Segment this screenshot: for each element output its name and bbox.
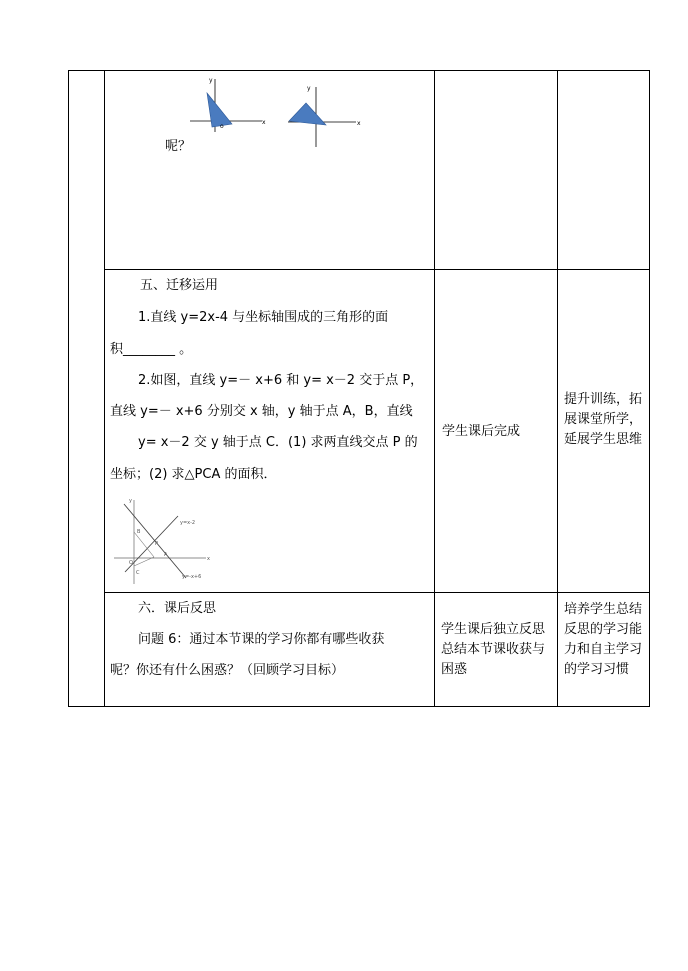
axis-x-label: x: [357, 120, 361, 127]
line-label-y-x-2: y=x-2: [180, 520, 196, 526]
question-1-line-1: 1.直线 y=2x-4 与坐标轴围成的三角形的面: [138, 310, 389, 325]
reflection-line-2: 呢？你还有什么困惑？（回顾学习目标）: [110, 663, 345, 678]
intersection-graph: [110, 496, 210, 586]
row-divider-1: [104, 269, 650, 270]
question-2-line-4: 坐标；(2) 求△PCA 的面积．: [110, 467, 277, 482]
point-p-label: P: [155, 541, 159, 547]
row-divider-2: [104, 592, 650, 593]
triangle-figure-a: [190, 76, 270, 134]
reflection-line-1: 问题 6：通过本节课的学习你都有哪些收获: [138, 632, 385, 647]
row3-design-purpose: 培养学生总结反思的学习能力和自主学习的学习习惯: [564, 602, 643, 677]
question-end-text: 呢？: [165, 139, 192, 154]
table-border-top: [68, 70, 650, 71]
axis-x-label: x: [262, 119, 266, 126]
axis-x-label: x: [207, 556, 210, 562]
triangle-figure-b: [286, 84, 366, 148]
axis-y-label: y: [129, 498, 132, 504]
origin-label: O: [129, 560, 133, 566]
origin-label: o: [220, 123, 224, 130]
section-five-heading: 五、迁移运用: [140, 278, 219, 293]
point-c-label: C: [136, 570, 140, 576]
axis-y-label: y: [307, 85, 311, 92]
point-b-label: B: [137, 529, 141, 535]
col-divider-0: [68, 70, 69, 707]
table-border-right: [649, 70, 650, 707]
col-divider-3: [557, 70, 558, 707]
col-divider-2: [434, 70, 435, 707]
axis-y-label: y: [209, 77, 213, 84]
question-2-line-1: 2.如图，直线 y=－ x+6 和 y= x－2 交于点 P，: [138, 373, 424, 388]
row2-design-purpose: 提升训练，拓展课堂所学，延展学生思维: [564, 392, 643, 447]
point-a-label: A: [164, 552, 168, 558]
row3-student-activity: 学生课后独立反思总结本节课收获与困惑: [441, 622, 546, 677]
section-six-heading: 六．课后反思: [138, 601, 217, 616]
col-divider-1: [104, 70, 105, 707]
table-border-bottom: [68, 706, 650, 707]
question-2-line-2: 直线 y=－ x+6 分别交 x 轴，y 轴于点 A，B，直线: [110, 404, 413, 419]
line-label-y-neg-x-6: y=-x+6: [182, 574, 202, 580]
question-1-line-2: 积________ 。: [110, 342, 193, 357]
row2-student-activity: 学生课后完成: [442, 424, 521, 439]
question-2-line-3: y= x－2 交 y 轴于点 C．(1) 求两直线交点 P 的: [138, 435, 418, 450]
